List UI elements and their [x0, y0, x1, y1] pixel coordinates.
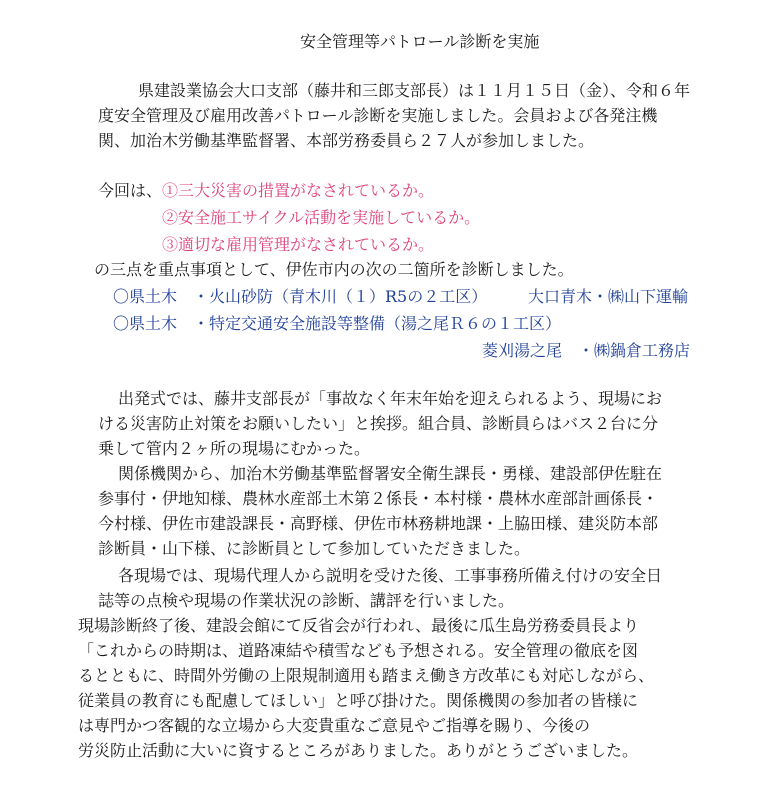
site-contractor: 大口青木・㈱山下運輸: [528, 287, 689, 306]
body-line: 参事付・伊地知様、農林水産部土木第２係長・本村様・農林水産部計画係長・: [98, 489, 659, 508]
focus-lead: 今回は、: [98, 181, 163, 200]
focus-summary: の三点を重点事項として、伊佐市内の次の二箇所を診断しました。: [94, 260, 574, 279]
body-line: ける災害防止対策をお願いしたい」と挨拶。組合員、診断員らはバス２台に分: [98, 414, 659, 433]
body-line: は専門かつ客観的な立場から大変貴重なご意見やご指導を賜り、今後の: [78, 716, 591, 735]
site-contractor: 菱刈湯之尾 ・㈱鍋倉工務店: [482, 341, 691, 360]
body-line: 診断員・山下様、に診断員として参加していただきました。: [98, 539, 531, 558]
intro-line: 関、加治木労働基準監督署、本部労務委員ら２７人が参加しました。: [98, 131, 595, 150]
body-line: 関係機関から、加治木労働基準監督署安全衛生課長・勇様、建設部伊佐駐在: [118, 464, 663, 483]
body-line: 出発式では、藤井支部長が「事故なく年末年始を迎えられるよう、現場にお: [118, 389, 663, 408]
focus-item: ②安全施工サイクル活動を実施しているか。: [162, 208, 481, 227]
body-line: 労災防止活動に大いに資するところがありました。ありがとうございました。: [78, 741, 639, 760]
site-main: 〇県土木 ・火山砂防（青木川（１）R5の２工区）: [113, 287, 488, 306]
body-line: 各現場では、現場代理人から説明を受けた後、工事事務所備え付けの安全日: [118, 566, 663, 585]
focus-item: ③適切な雇用管理がなされているか。: [162, 235, 435, 254]
focus-item: ①三大災害の措置がなされているか。: [162, 181, 435, 200]
body-line: 従業員の教育にも配慮してほしい」と呼び掛けた。関係機関の参加者の皆様に: [78, 691, 639, 710]
body-line: 乗して管内２ヶ所の現場にむかった。: [98, 439, 371, 458]
intro-line: 県建設業協会大口支部（藤井和三郎支部長）は１１月１５日（金）、令和６年: [138, 81, 691, 100]
document-title: 安全管理等パトロール診断を実施: [300, 32, 540, 51]
body-line: 誌等の点検や現場の作業状況の診断、講評を行いました。: [98, 591, 515, 610]
body-line: 現場診断終了後、建設会館にて反省会が行われ、最後に瓜生島労務委員長より: [78, 616, 639, 635]
intro-line: 度安全管理及び雇用改善パトロール診断を実施しました。会員および各発注機: [98, 106, 658, 125]
body-line: 「これからの時期は、道路凍結や積雪なども予想される。安全管理の徹底を図: [78, 641, 639, 660]
body-line: 今村様、伊佐市建設課長・高野様、伊佐市林務耕地課・上脇田様、建災防本部: [98, 514, 659, 533]
site-main: 〇県土木 ・特定交通安全施設等整備（湯之尾Ｒ６の１工区）: [113, 314, 562, 333]
body-line: るとともに、時間外労働の上限規制適用も踏まえ働き方改革にも対応しながら、: [78, 666, 655, 685]
